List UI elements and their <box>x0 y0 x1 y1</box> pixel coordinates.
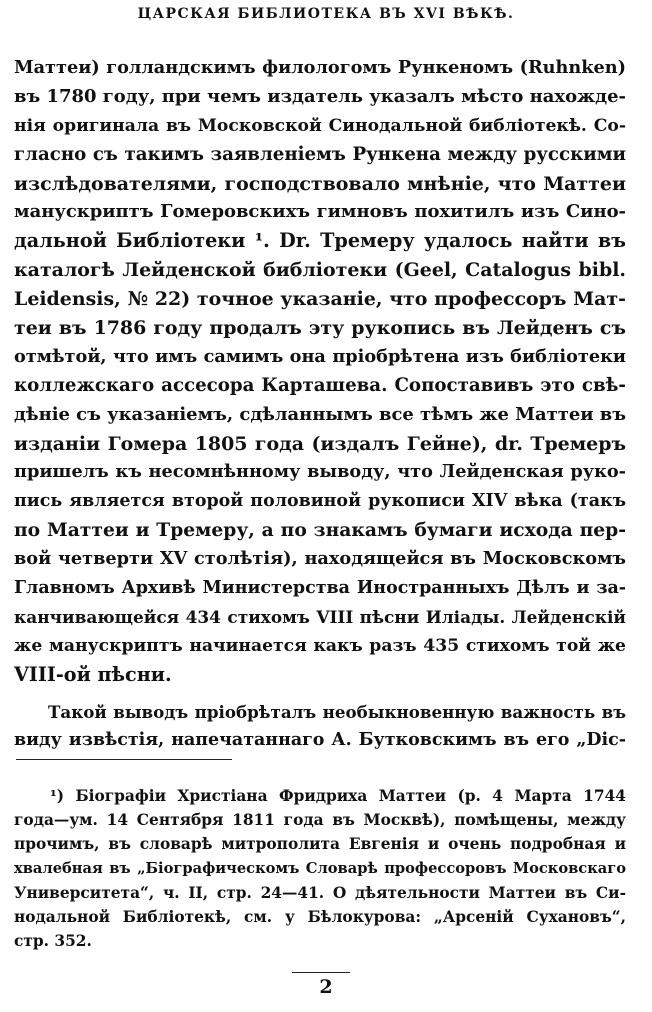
text-line: виду извѣстія, напечатаннаго А. Бутковскимъ въ его „Dic- <box>14 730 626 751</box>
text-line: пись является второй половиной рукописи XIV вѣка (такъ <box>14 491 626 512</box>
text-line: нія оригинала въ Московской Синодальной библіотекѣ. Со- <box>14 115 626 136</box>
footnote-separator <box>16 759 232 760</box>
text-line: каталогѣ Лейденской библіотеки (Geel, Catalogus bibl. <box>14 259 626 282</box>
text-line: дѣніе съ указаніемъ, сдѣланнымъ все тѣмъ же Маттеи въ <box>14 403 626 425</box>
text-line: гласно съ такимъ заявленіемъ Рункена между русскими <box>14 143 626 165</box>
text-line: теи въ 1786 году продалъ эту рукопись въ Лейденъ съ <box>14 317 626 340</box>
running-head: ЦАРСКАЯ БИБЛИОТЕКА ВЪ XVI ВѢКѢ. <box>137 6 515 22</box>
text-line: дальной Библіотеки ¹. Dr. Тремеру удалось найти въ <box>14 229 626 253</box>
text-line: канчивающейся 434 стихомъ VIII пѣсни Иліады. Лейденскій <box>14 606 626 627</box>
footnote-line: года—ум. 14 Сентября 1811 года въ Москвѣ), помѣщены, между <box>14 811 626 830</box>
text-line: отмѣтой, что имъ самимъ она пріобрѣтена изъ библіотеки <box>14 345 626 367</box>
paragraph-gap <box>14 690 626 698</box>
text-line: же манускриптъ начинается какъ разъ 435 стихомъ той же <box>14 635 626 656</box>
page-number: 2 <box>319 976 333 998</box>
text-line: Главномъ Архивѣ Министерства Иностранныхъ Дѣлъ и за- <box>14 578 626 599</box>
text-line: вой четверти XV столѣтія), находящейся въ Московскомъ <box>14 548 626 570</box>
text-line: Leidensis, № 22) точное указаніе, что профессоръ Мат- <box>14 288 626 311</box>
text-line: пришелъ къ несомнѣнному выводу, что Лейденская руко- <box>14 461 626 483</box>
footnote-line: Университета“, ч. II, стр. 24—41. О дѣятельности Маттеи въ Си- <box>14 883 626 902</box>
footnote-line: хвалебная въ „Біографическомъ Словарѣ профессоровъ Московскаго <box>14 859 626 877</box>
footnote-line: прочимъ, въ словарѣ митрополита Евгенія и очень подробная и <box>14 835 626 854</box>
footnote-line: нодальной Библіотекѣ, см. у Бѣлокурова: „Арсеній Сухановъ“, <box>14 907 626 926</box>
text-line: изданіи Гомера 1805 года (издалъ Гейне), dr. Тремеръ <box>14 432 626 455</box>
text-line: изслѣдователями, господствовало мнѣніе, что Маттеи <box>14 172 626 195</box>
page-number-rule <box>292 972 350 973</box>
text-line: Маттеи) голландскимъ филологомъ Рункеномъ (Ruhnken) <box>14 57 626 78</box>
text-line: коллежскаго ассесора Карташева. Сопоставивъ это свѣ- <box>14 374 626 396</box>
text-line: Такой выводъ пріобрѣталъ необыкновенную важность въ <box>48 701 626 722</box>
text-line: по Маттеи и Тремеру, а по знакамъ бумаги исхода пер- <box>14 519 626 542</box>
text-line: въ 1780 году, при чемъ издатель указалъ мѣсто нахожде- <box>14 85 626 107</box>
text-line: VIII-ой пѣсни. <box>14 662 172 686</box>
main-text <box>14 54 626 755</box>
footnote-line: ¹) Біографіи Христіана Фридриха Маттеи (р. 4 Марта 1744 <box>50 787 626 805</box>
footnote <box>14 784 626 953</box>
footnote-line: стр. 352. <box>14 932 92 951</box>
text-line: манускриптъ Гомеровскихъ гимновъ похитилъ изъ Сино- <box>14 201 626 223</box>
